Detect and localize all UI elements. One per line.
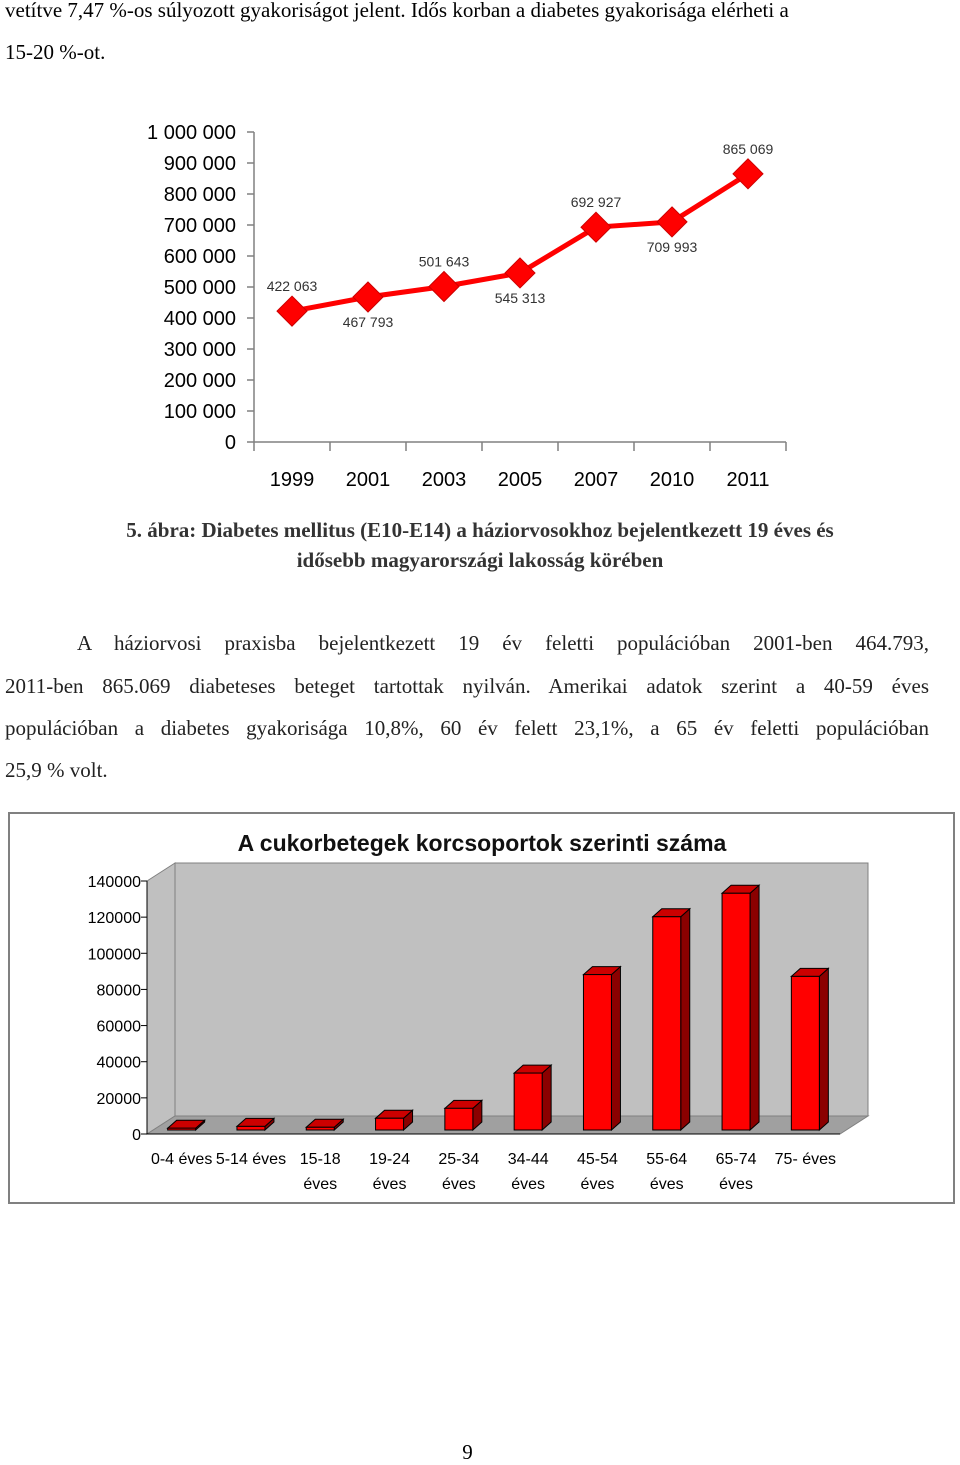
bar-chart-y-tick-label: 0 bbox=[132, 1127, 141, 1144]
bar bbox=[168, 1128, 196, 1130]
line-chart-y-tick-label: 500 000 bbox=[163, 277, 236, 299]
line-chart-x-tick-label: 2001 bbox=[345, 469, 391, 491]
line-chart-y-tick-label: 100 000 bbox=[163, 401, 236, 423]
bar-chart-title: A cukorbetegek korcsoportok szerinti száma bbox=[237, 830, 727, 856]
bar-chart-x-tick-label: 19-24 bbox=[369, 1151, 411, 1168]
bar-chart-y-tick-label: 140000 bbox=[87, 874, 141, 891]
line-chart-x-tick-label: 2010 bbox=[649, 469, 695, 491]
paragraph-line-2: 2011-ben 865.069 diabeteses beteget tartottak nyilván. Amerikai adatok szerint a 40-59 éves bbox=[5, 674, 929, 698]
paragraph-line-3: populációban a diabetes gyakorisága 10,8%, 60 év felett 23,1%, a 65 év feletti populációban bbox=[5, 716, 929, 740]
bar-chart-y-tick-label: 100000 bbox=[87, 946, 141, 964]
bar-side bbox=[611, 967, 620, 1130]
bar bbox=[237, 1126, 265, 1130]
bar bbox=[653, 917, 681, 1130]
bar-chart-y-tick-label: 60000 bbox=[96, 1018, 141, 1036]
bar-side bbox=[542, 1065, 551, 1130]
paragraph-line-4: 25,9 % volt. bbox=[5, 758, 108, 782]
bar-chart-y-tick-label: 40000 bbox=[96, 1054, 141, 1072]
bar bbox=[445, 1108, 473, 1130]
line-chart-y-tick-label: 600 000 bbox=[163, 246, 236, 268]
line-chart-x-tick-label: 2005 bbox=[497, 469, 543, 491]
bar bbox=[722, 893, 750, 1130]
bar bbox=[514, 1073, 542, 1130]
bar-chart-x-tick-label: 55-64 bbox=[646, 1151, 688, 1168]
line-chart-y-tick-label: 1 000 000 bbox=[147, 122, 236, 144]
bar-chart-x-tick-label: éves bbox=[649, 1176, 684, 1193]
bar-chart-x-tick-label: 15-18 bbox=[299, 1151, 341, 1168]
line-chart-data-label: 545 313 bbox=[494, 289, 546, 306]
figure-caption-line-1: 5. ábra: Diabetes mellitus (E10-E14) a háziorvosokhoz bejelentkezett 19 éves és bbox=[126, 518, 834, 542]
bar-chart-x-tick-labels bbox=[151, 1151, 836, 1193]
intro-line-2: 15-20 %-ot. bbox=[5, 40, 106, 64]
bar-chart-y-tick-label: 20000 bbox=[96, 1090, 141, 1108]
bar-chart-x-tick-label: 45-54 bbox=[576, 1151, 618, 1168]
bar-side bbox=[819, 968, 828, 1130]
bar-chart-x-tick-label: 34-44 bbox=[507, 1151, 549, 1168]
bar-chart-x-tick-label: 5-14 éves bbox=[215, 1151, 287, 1168]
line-chart-data-label: 865 069 bbox=[722, 140, 774, 157]
line-chart-y-tick-label: 300 000 bbox=[163, 339, 236, 361]
bar-chart-x-tick-label: 25-34 bbox=[438, 1151, 480, 1168]
line-chart-data-label: 709 993 bbox=[646, 238, 698, 255]
bar-chart-y-tick-label: 120000 bbox=[87, 910, 141, 928]
line-chart-y-tick-label: 200 000 bbox=[163, 370, 236, 392]
line-chart-y-tick-label: 400 000 bbox=[163, 308, 236, 330]
bar-chart-x-tick-label: éves bbox=[580, 1176, 615, 1193]
line-chart-data-label: 467 793 bbox=[342, 313, 394, 330]
bar-chart-y-tick-labels bbox=[88, 874, 141, 1144]
line-chart-data-label: 422 063 bbox=[266, 278, 318, 295]
line-chart-y-tick-label: 900 000 bbox=[163, 153, 236, 175]
bar-chart-x-tick-label: éves bbox=[441, 1176, 476, 1193]
line-chart-y-tick-label: 700 000 bbox=[163, 215, 236, 237]
figure-caption-line-2: idősebb magyarországi lakosság körében bbox=[296, 548, 664, 572]
bar-side bbox=[750, 885, 759, 1130]
bar-chart-x-tick-label: éves bbox=[303, 1176, 338, 1193]
bar bbox=[791, 976, 819, 1130]
bar-chart-x-tick-label: 75- éves bbox=[774, 1151, 837, 1168]
line-chart-data-label: 692 927 bbox=[570, 194, 622, 211]
bar-side bbox=[681, 909, 690, 1130]
bar bbox=[376, 1118, 404, 1130]
line-chart-data-label: 501 643 bbox=[418, 253, 470, 270]
line-chart-x-tick-label: 2011 bbox=[726, 469, 770, 491]
paragraph-line-1: A háziorvosi praxisba bejelentkezett 19 év feletti populációban 2001-ben 464.793, bbox=[77, 631, 929, 655]
bar-chart-x-tick-label: éves bbox=[719, 1176, 753, 1193]
bar-chart-x-tick-label: 65-74 bbox=[715, 1151, 757, 1168]
bar-chart-x-tick-label: éves bbox=[511, 1176, 546, 1193]
bar-chart-x-tick-label: éves bbox=[372, 1176, 407, 1193]
bar-chart-x-tick-label: 0-4 éves bbox=[150, 1151, 213, 1168]
bar bbox=[583, 975, 611, 1130]
line-chart-y-tick-label: 800 000 bbox=[163, 184, 236, 206]
line-chart-x-tick-label: 2007 bbox=[573, 469, 619, 491]
bar bbox=[306, 1127, 334, 1130]
intro-line-1: vetítve 7,47 %-os súlyozott gyakoriságot jelent. Idős korban a diabetes gyakorisága elérheti a bbox=[5, 0, 789, 22]
page-number: 9 bbox=[462, 1440, 473, 1464]
bar-chart-y-tick-label: 80000 bbox=[96, 982, 141, 1000]
line-chart-x-tick-label: 2003 bbox=[421, 469, 467, 491]
line-chart-y-tick-label: 0 bbox=[224, 432, 236, 454]
line-chart-x-tick-label: 1999 bbox=[269, 469, 315, 491]
bar-chart-side-wall bbox=[147, 863, 175, 1134]
